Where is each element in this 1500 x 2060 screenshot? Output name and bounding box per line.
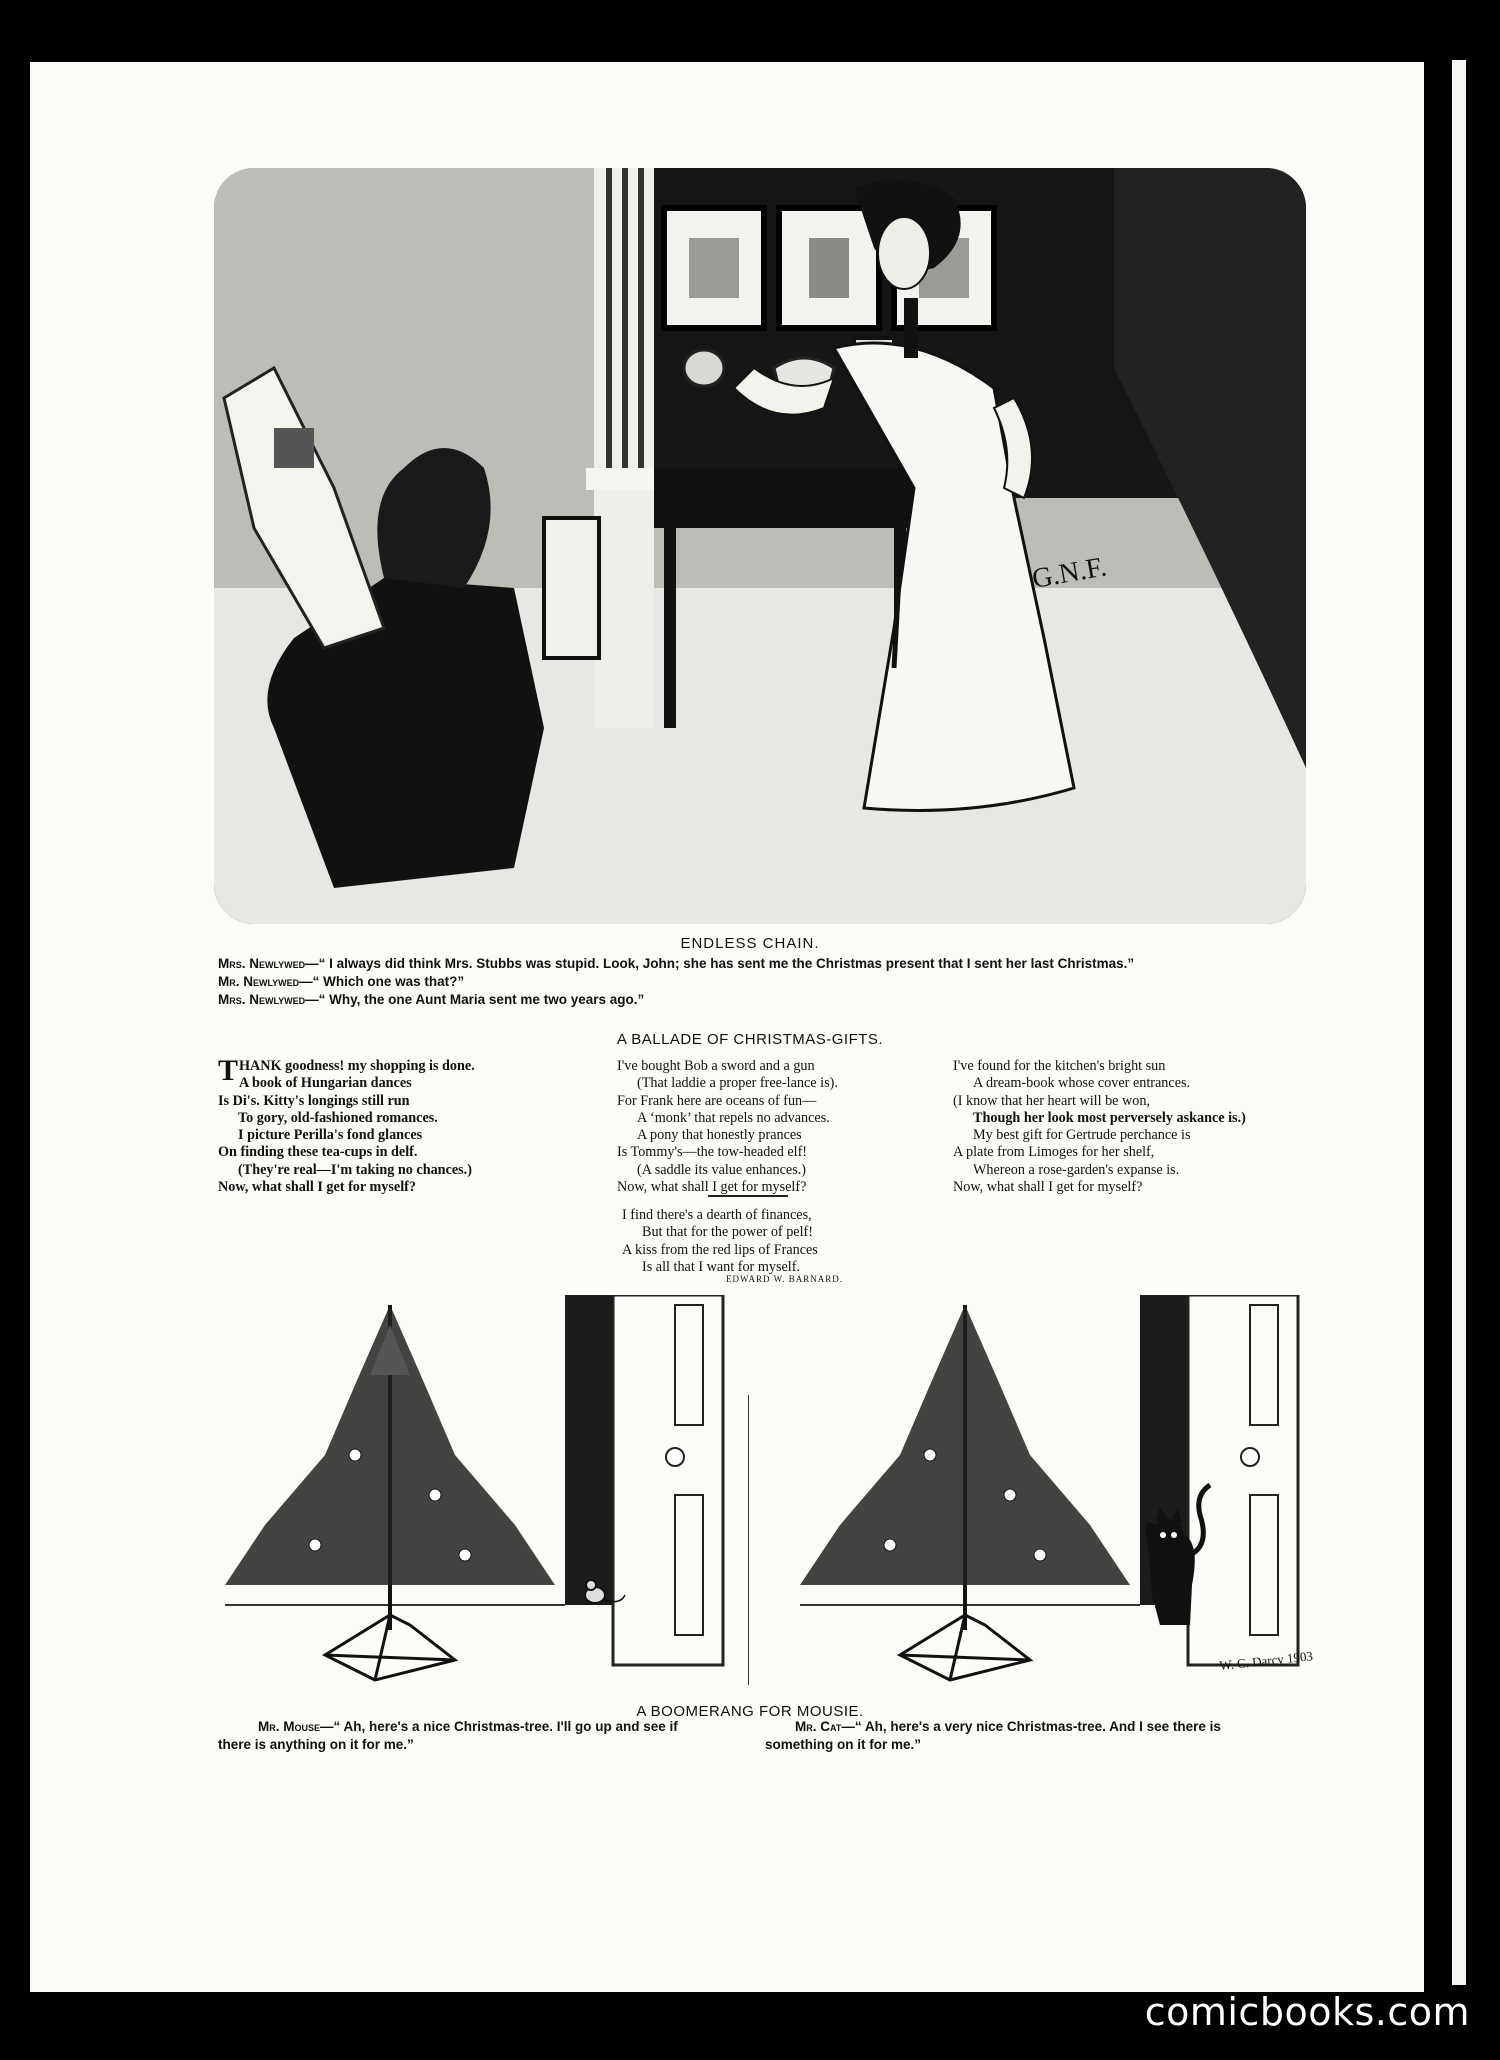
- mouse-caption: [218, 1718, 678, 1754]
- verse-line: Now, what shall I get for myself?: [953, 1179, 1143, 1196]
- verse-line: I picture Perilla's fond glances: [238, 1127, 423, 1144]
- panel-divider: [748, 1395, 749, 1685]
- speaker-name: Mr. Cat: [795, 1719, 842, 1734]
- caption-text: —“ Ah, here's a nice Christmas-tree. I'll go up and see if: [320, 1719, 678, 1734]
- speaker-name: Mrs. Newlywed: [218, 956, 306, 971]
- verse-line: To gory, old-fashioned romances.: [238, 1109, 438, 1126]
- verse-line: For Frank here are oceans of fun—: [617, 1092, 817, 1109]
- verse-line: On finding these tea-cups in delf.: [218, 1144, 418, 1161]
- verse-line: I find there's a dearth of finances,: [622, 1207, 812, 1223]
- cat-panel-signature: W. C. Darcy 1903: [1218, 1648, 1314, 1673]
- site-watermark: comicbooks.com: [1144, 1990, 1470, 2034]
- next-page-edge: [1452, 60, 1466, 1985]
- dialogue-text: —“ I always did think Mrs. Stubbs was stupid. Look, John; she has sent me the Christmas present that I sent her last Christmas.”: [305, 956, 1135, 971]
- verse-line: A dream-book whose cover entrances.: [973, 1075, 1191, 1092]
- endless-chain-title: ENDLESS CHAIN.: [680, 935, 820, 952]
- verse-line: (That laddie a proper free-lance is).: [637, 1075, 838, 1092]
- caption-text: something on it for me.”: [765, 1737, 922, 1752]
- caption-text: there is anything on it for me.”: [218, 1737, 414, 1752]
- verse-line: A plate from Limoges for her shelf,: [953, 1144, 1155, 1161]
- cat-panel-illustration: [780, 1295, 1335, 1685]
- dialogue-line-1: [218, 955, 1134, 973]
- verse-line: A book of Hungarian dances: [239, 1075, 412, 1092]
- verse-line: Whereon a rose-garden's expanse is.: [973, 1161, 1180, 1178]
- verse-line: A pony that honestly prances: [637, 1127, 802, 1144]
- drop-cap: T: [218, 1054, 239, 1087]
- verse-line: A ‘monk’ that repels no advances.: [637, 1109, 830, 1126]
- endless-chain-illustration: [214, 168, 1306, 924]
- verse-line: But that for the power of pelf!: [642, 1224, 813, 1241]
- speaker-name: Mr. Mouse: [258, 1719, 320, 1734]
- ballad-stanza-2: [617, 1058, 838, 1196]
- boomerang-title: A BOOMERANG FOR MOUSIE.: [636, 1703, 864, 1720]
- verse-line: Is all that I want for myself.: [642, 1258, 800, 1275]
- ballad-envoi: [622, 1207, 818, 1276]
- verse-line: Is Di's. Kitty's longings still run: [218, 1092, 410, 1109]
- verse-line: THANK goodness! my shopping is done.: [218, 1054, 475, 1087]
- dialogue-text: —“ Which one was that?”: [299, 974, 465, 989]
- dialogue-text: —“ Why, the one Aunt Maria sent me two years ago.”: [305, 992, 645, 1007]
- stanza-divider: [708, 1195, 788, 1197]
- verse-line: (I know that her heart will be won,: [953, 1092, 1150, 1109]
- verse-line: A kiss from the red lips of Frances: [622, 1241, 818, 1258]
- verse-line: Though her look most perversely askance is.): [973, 1109, 1246, 1126]
- svg-text:G.N.F.: G.N.F.: [1029, 551, 1109, 595]
- dialogue-line-2: [218, 973, 464, 991]
- ballad-title: A BALLADE OF CHRISTMAS-GIFTS.: [616, 1031, 884, 1048]
- caption-text: —“ Ah, here's a very nice Christmas-tree. And I see there is: [841, 1719, 1221, 1734]
- ballad-stanza-1: [218, 1054, 475, 1196]
- cat-caption: [765, 1718, 1221, 1754]
- speaker-name: Mr. Newlywed: [218, 974, 300, 989]
- mouse-panel-illustration: [205, 1295, 745, 1685]
- verse-line: Now, what shall I get for myself?: [617, 1179, 807, 1196]
- verse-line: Is Tommy's—the tow-headed elf!: [617, 1144, 808, 1161]
- verse-line: Now, what shall I get for myself?: [218, 1179, 416, 1196]
- verse-line: I've bought Bob a sword and a gun: [617, 1058, 815, 1074]
- verse-line: (They're real—I'm taking no chances.): [238, 1161, 472, 1178]
- verse-line: I've found for the kitchen's bright sun: [953, 1058, 1166, 1074]
- ballad-stanza-3: [953, 1058, 1246, 1196]
- verse-line: My best gift for Gertrude perchance is: [973, 1127, 1191, 1144]
- ballad-author: EDWARD W. BARNARD.: [726, 1274, 844, 1284]
- dialogue-line-3: [218, 991, 644, 1009]
- speaker-name: Mrs. Newlywed: [218, 992, 306, 1007]
- verse-line: (A saddle its value enhances.): [637, 1161, 807, 1178]
